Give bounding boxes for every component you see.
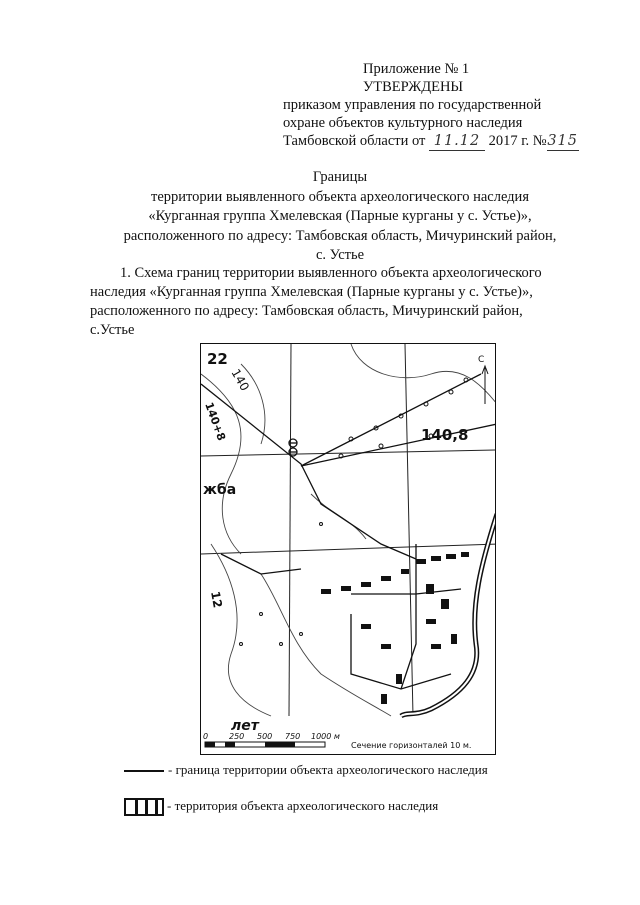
scale-tick-500: 500 — [257, 732, 273, 741]
map-contours — [201, 344, 496, 716]
approval-line-3: Тамбовской области от 11.12 2017 г. №315 — [283, 133, 578, 149]
document-title — [100, 168, 580, 266]
section-1-line-3: расположенного по адресу: Тамбовская область, Мичуринский район, — [90, 303, 523, 319]
scale-tick-0: 0 — [203, 732, 209, 741]
map-label-height: 140,8 — [421, 426, 469, 444]
topographic-map — [200, 343, 496, 755]
section-1-line-1: 1. Схема границ территории выявленного объекта археологического — [120, 265, 542, 281]
title-line-1: Границы — [312, 169, 368, 185]
scale-tick-750: 750 — [285, 732, 301, 741]
appendix-label: Приложение № 1 — [363, 61, 470, 77]
approval-line-2: охране объектов культурного наследия — [283, 115, 523, 131]
section-1-line-4: с.Устье — [90, 322, 135, 338]
title-line-4: расположенного по адресу: Тамбовская область, Мичуринский район, — [123, 227, 557, 244]
boundary-line-icon — [124, 770, 164, 772]
map-label-north: С — [478, 355, 485, 365]
map-label-jba: жба — [203, 482, 237, 498]
legend-territory — [124, 798, 438, 816]
approved-label: УТВЕРЖДЕНЫ — [363, 79, 464, 95]
section-1-line-2: наследия «Курганная группа Хмелевская (Парные курганы у с. Устье)», — [90, 284, 533, 300]
map-dots — [240, 378, 469, 646]
map-grid — [201, 344, 496, 716]
map-label-let: лет — [231, 718, 259, 734]
section-1-paragraph — [90, 264, 585, 340]
legend-boundary-text: - граница территории объекта археологического наследия — [168, 762, 488, 777]
title-line-3: «Курганная группа Хмелевская (Парные курганы у с. Устье)», — [148, 208, 532, 224]
scale-bar — [203, 732, 471, 750]
north-arrow-icon — [482, 366, 488, 404]
map-label-contour: 140 — [228, 366, 252, 394]
map-label-grid-top: 22 — [207, 350, 228, 368]
title-line-2: территории выявленного объекта археологического наследия — [151, 188, 529, 205]
approval-block — [283, 60, 603, 151]
map-label-12: 12 — [208, 590, 225, 609]
title-line-5: с. Устье — [315, 247, 365, 263]
map-label-vertical: 140+8 — [202, 400, 229, 443]
scale-tick-1000: 1000 м — [311, 732, 340, 741]
legend-boundary — [124, 762, 488, 778]
scale-note: Сечение горизонталей 10 м. — [351, 741, 472, 750]
map-drawing — [201, 344, 496, 755]
handwritten-number: 315 — [547, 133, 578, 149]
scale-tick-250: 250 — [229, 732, 245, 741]
approval-line-1: приказом управления по государственной — [283, 97, 542, 113]
legend-territory-text: - территория объекта археологического наследия — [167, 798, 439, 813]
handwritten-date: 11.12 — [429, 132, 485, 151]
map-buildings — [321, 552, 469, 704]
territory-hatch-icon — [124, 798, 164, 816]
